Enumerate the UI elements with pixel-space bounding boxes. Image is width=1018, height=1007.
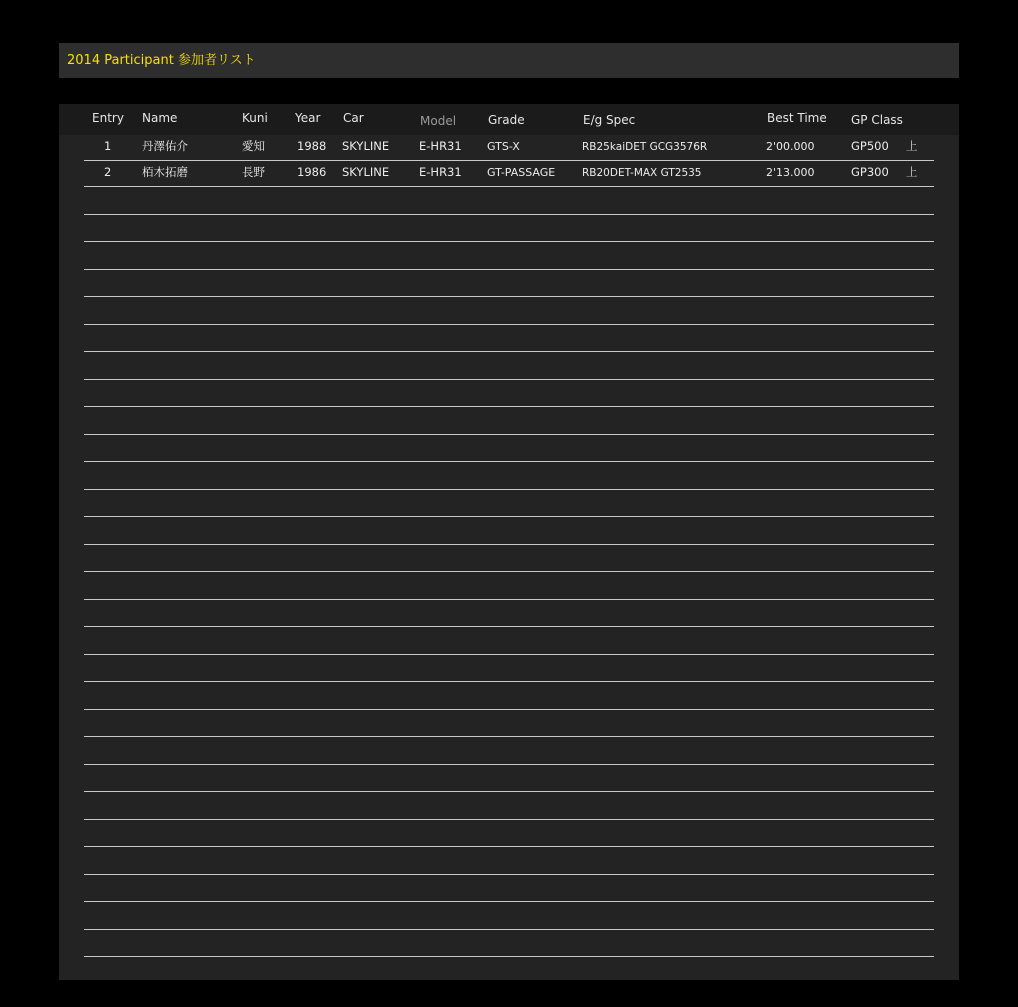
cell-year: 1988 <box>297 139 327 153</box>
page-title: 2014 Participant 参加者リスト <box>67 53 256 68</box>
cell-grade: GTS-X <box>487 140 520 153</box>
empty-table-row <box>84 627 934 655</box>
empty-table-row <box>84 325 934 353</box>
column-header-year: Year <box>295 111 321 125</box>
cell-kuni: 長野 <box>242 165 265 179</box>
empty-table-row <box>84 270 934 298</box>
table-row <box>84 161 934 187</box>
empty-table-row <box>84 902 934 930</box>
column-header-name: Name <box>142 111 178 125</box>
empty-table-row <box>84 792 934 820</box>
cell-entry: 1 <box>104 139 112 153</box>
empty-table-row <box>84 545 934 573</box>
column-header-eg-spec: E/g Spec <box>583 113 636 127</box>
empty-table-row <box>84 820 934 848</box>
empty-table-row <box>84 215 934 243</box>
empty-table-row <box>84 490 934 518</box>
empty-table-row <box>84 875 934 903</box>
column-header-gp-class: GP Class <box>851 113 903 127</box>
cell-year: 1986 <box>297 165 327 179</box>
column-header-model: Model <box>420 114 457 128</box>
cell-kuni: 愛知 <box>242 139 265 153</box>
empty-table-row <box>84 655 934 683</box>
title-bar <box>59 43 959 78</box>
cell-eg-spec: RB25kaiDET GCG3576R <box>582 141 708 153</box>
empty-table-row <box>84 352 934 380</box>
empty-table-row <box>84 600 934 628</box>
cell-mark: 上 <box>906 139 918 153</box>
cell-mark: 上 <box>906 165 918 179</box>
empty-table-row <box>84 737 934 765</box>
empty-table-row <box>84 187 934 215</box>
column-header-entry: Entry <box>92 111 124 125</box>
cell-gp-class: GP300 <box>851 165 889 179</box>
empty-table-row <box>84 930 934 958</box>
cell-model: E-HR31 <box>419 139 462 153</box>
column-header-best-time: Best Time <box>767 111 827 125</box>
cell-best-time: 2'13.000 <box>766 166 815 179</box>
cell-car: SKYLINE <box>342 165 390 179</box>
empty-table-row <box>84 435 934 463</box>
cell-car: SKYLINE <box>342 139 390 153</box>
column-header-car: Car <box>343 111 364 125</box>
empty-rows <box>84 187 934 957</box>
empty-table-row <box>84 682 934 710</box>
column-header-grade: Grade <box>488 113 525 127</box>
empty-table-row <box>84 765 934 793</box>
cell-model: E-HR31 <box>419 165 462 179</box>
cell-best-time: 2'00.000 <box>766 140 815 153</box>
cell-gp-class: GP500 <box>851 139 889 153</box>
column-header-kuni: Kuni <box>242 111 268 125</box>
cell-name: 栢木拓磨 <box>142 165 188 179</box>
empty-table-row <box>84 297 934 325</box>
participant-table <box>59 104 959 980</box>
table-header <box>59 104 959 135</box>
table-body <box>84 135 934 957</box>
empty-table-row <box>84 847 934 875</box>
empty-table-row <box>84 572 934 600</box>
cell-grade: GT-PASSAGE <box>487 166 556 179</box>
empty-table-row <box>84 407 934 435</box>
cell-name: 丹澤佑介 <box>142 139 188 153</box>
empty-table-row <box>84 380 934 408</box>
empty-table-row <box>84 462 934 490</box>
empty-table-row <box>84 710 934 738</box>
cell-eg-spec: RB20DET-MAX GT2535 <box>582 167 702 179</box>
empty-table-row <box>84 242 934 270</box>
table-row <box>84 135 934 161</box>
cell-entry: 2 <box>104 165 112 179</box>
empty-table-row <box>84 517 934 545</box>
